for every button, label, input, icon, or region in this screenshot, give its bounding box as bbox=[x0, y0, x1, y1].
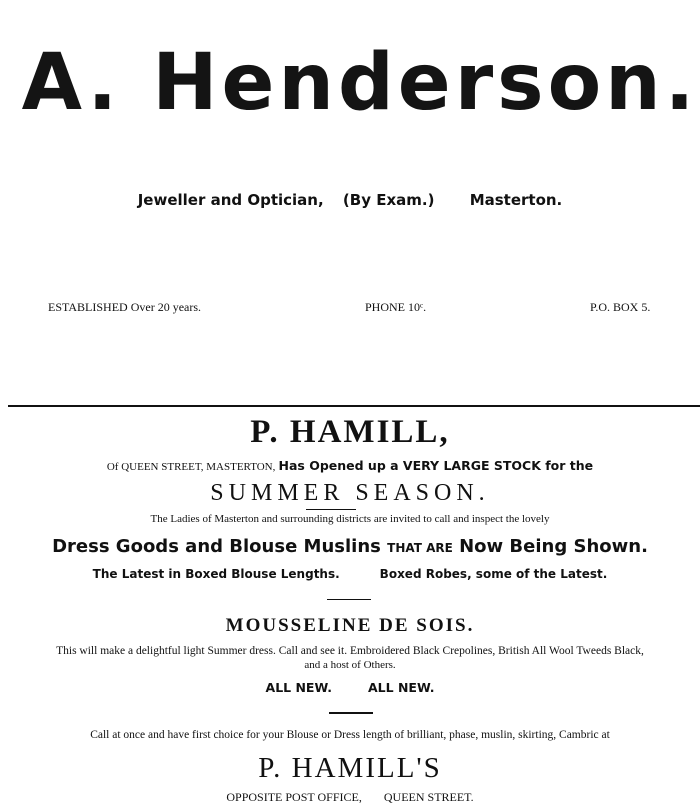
all-new-1: ALL NEW. bbox=[265, 680, 332, 695]
henderson-name: A. Henderson. bbox=[21, 38, 699, 128]
latest-right: Boxed Robes, some of the Latest. bbox=[379, 567, 608, 581]
dress-part1: Dress Goods and Blouse Muslins bbox=[52, 536, 381, 557]
mousseline-description: This will make a delightful light Summer dress. Call and see it. Embroidered Black Crepolines, British All Wool Tweeds Black, bbox=[56, 645, 644, 657]
dress-goods-line bbox=[0, 534, 700, 561]
address-line bbox=[0, 790, 700, 805]
opened-prefix: Of QUEEN STREET, MASTERTON, bbox=[106, 461, 276, 473]
short-divider-1 bbox=[327, 599, 371, 600]
opened-emphasis: Has Opened up a VERY LARGE STOCK for the bbox=[278, 458, 594, 473]
established-note: ESTABLISHED Over 20 years. bbox=[48, 300, 202, 314]
tagline-qualifier: (By Exam.) bbox=[342, 191, 435, 209]
henderson-tagline bbox=[0, 190, 700, 210]
hamill-title: P. HAMILL, bbox=[250, 414, 450, 450]
all-new-line bbox=[0, 680, 700, 696]
call-at-once: Call at once and have first choice for your Blouse or Dress length of brilliant, phase, muslin, skirting, Cambric at bbox=[90, 729, 610, 741]
season-heading: SUMMER SEASON. bbox=[210, 480, 490, 506]
section-divider bbox=[8, 405, 700, 407]
queen-street: QUEEN STREET. bbox=[383, 790, 474, 804]
phone-number: PHONE 10ᶜ. bbox=[365, 300, 427, 314]
tagline-town: Masterton. bbox=[469, 191, 563, 209]
dress-part2: THAT ARE bbox=[387, 541, 453, 555]
short-divider-2 bbox=[329, 712, 373, 714]
hamills-signature: P. HAMILL'S bbox=[258, 752, 442, 784]
mousseline-heading: MOUSSELINE DE SOIS. bbox=[225, 615, 475, 636]
latest-line bbox=[0, 566, 700, 582]
tagline-trade: Jeweller and Optician, bbox=[137, 191, 324, 209]
ladies-invitation: The Ladies of Masterton and surrounding districts are invited to call and inspect the lovely bbox=[150, 513, 550, 525]
opposite-post-office: OPPOSITE POST OFFICE, bbox=[226, 790, 362, 804]
season-underline bbox=[306, 509, 356, 510]
po-box: P.O. BOX 5. bbox=[590, 300, 651, 314]
dress-part3: Now Being Shown. bbox=[459, 536, 648, 557]
host-of-others: and a host of Others. bbox=[304, 659, 396, 671]
all-new-2: ALL NEW. bbox=[368, 680, 435, 695]
latest-left: The Latest in Boxed Blouse Lengths. bbox=[92, 567, 340, 581]
opened-line bbox=[0, 458, 700, 475]
